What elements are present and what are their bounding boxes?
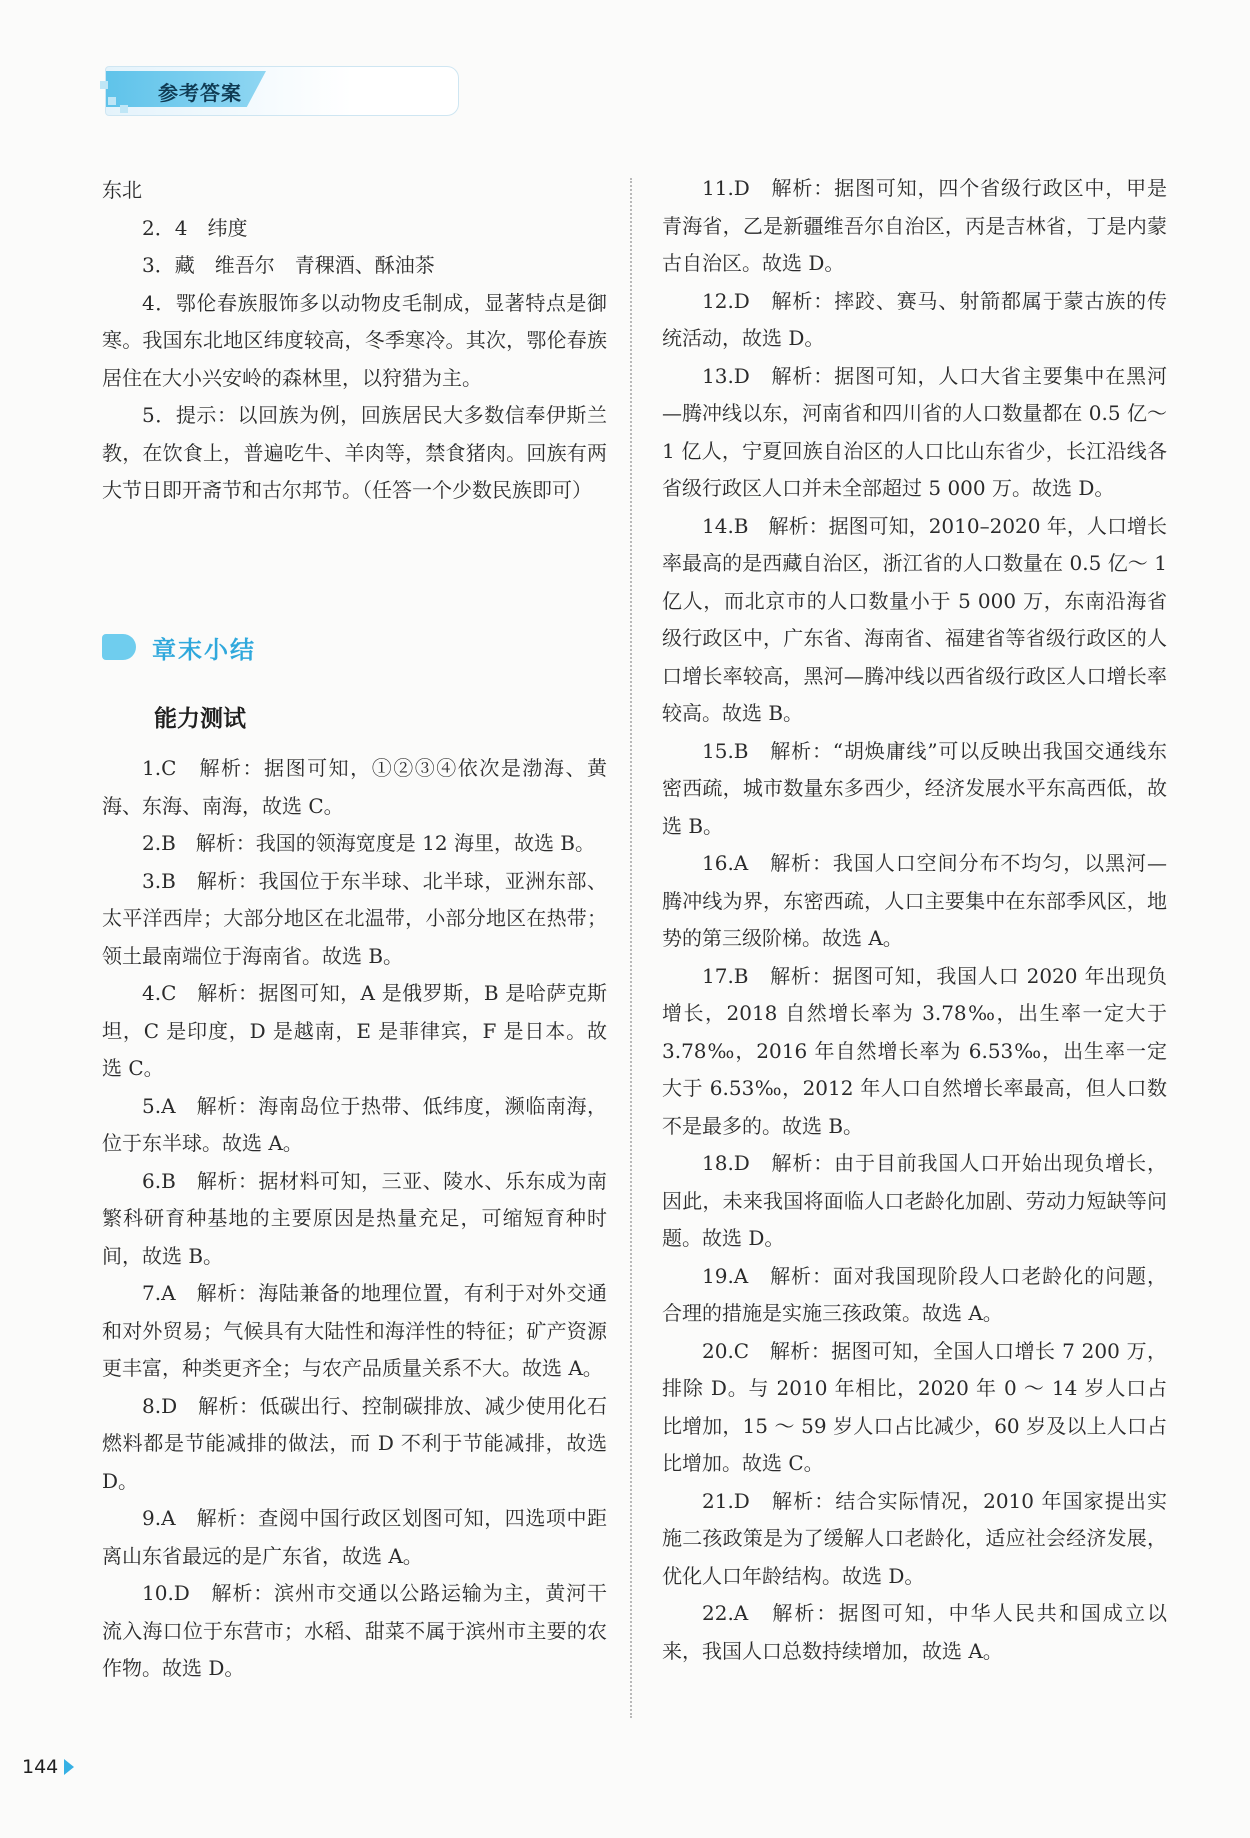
column-divider [630,178,632,1718]
pixel-decoration [120,105,128,113]
section-heading [102,627,256,667]
answer-item: 11.D 解析：据图可知，四个省级行政区中，甲是青海省，乙是新疆维吾尔自治区，丙是吉林省，丁是内蒙古自治区。故选 D。 [662,176,1167,275]
answer-line: 4．鄂伦春族服饰多以动物皮毛制成，显著特点是御寒。我国东北地区纬度较高，冬季寒冷。其次，鄂伦春族居住在大小兴安岭的森林里，以狩猎为主。 [102,290,607,390]
answer-item: 12.D 解析：摔跤、赛马、射箭都属于蒙古族的传统活动，故选 D。 [662,288,1167,350]
answer-item: 21.D 解析：结合实际情况，2010 年国家提出实施二孩政策是为了缓解人口老龄化，适应社会经济发展，优化人口年龄结构。故选 D。 [662,1488,1167,1588]
page-number-text: 144 [22,1756,59,1778]
page-number [22,1756,74,1778]
answer-item: 15.B 解析：“胡焕庸线”可以反映出我国交通线东密西疏，城市数量东多西少，经济发展水平东高西低，故选 B。 [662,738,1167,838]
answer-item: 18.D 解析：由于目前我国人口开始出现负增长，因此，未来我国将面临人口老龄化加剧、劳动力短缺等问题。故选 D。 [662,1151,1167,1250]
answer-item: 1.C 解析：据图可知，①②③④依次是渤海、黄海、东海、南海，故选 C。 [102,756,607,818]
answer-item: 22.A 解析：据图可知，中华人民共和国成立以来，我国人口总数持续增加，故选 A。 [662,1601,1167,1663]
answer-item: 5.A 解析：海南岛位于热带、低纬度，濒临南海，位于东半球。故选 A。 [102,1093,607,1155]
page-arrow-icon [64,1759,74,1775]
answer-line: 5．提示：以回族为例，回族居民大多数信奉伊斯兰教，在饮食上，普遍吃牛、羊肉等，禁食猪肉。回族有两大节日即开斋节和古尔邦节。（任答一个少数民族即可） [102,403,607,502]
answer-item: 9.A 解析：查阅中国行政区划图可知，四选项中距离山东省最远的是广东省，故选 A。 [102,1506,607,1568]
section-title: 章末小结 [152,635,256,664]
answer-item: 6.B 解析：据材料可知，三亚、陵水、乐东成为南繁科研育种基地的主要原因是热量充足，可缩短育种时间，故选 B。 [102,1168,607,1268]
answer-item: 17.B 解析：据图可知，我国人口 2020 年出现负增长，2018 自然增长率为 3.78‰，出生率一定大于 3.78‰，2016 年自然增长率为 6.53‰，出生率一定大于 6.53‰，2012 年人口自然增长率最高，但人口数不是最多的。故选 B。 [662,963,1167,1138]
pixel-decoration [108,97,116,105]
answer-item: 10.D 解析：滨州市交通以公路运输为主，黄河干流入海口位于东营市；水稻、甜菜不属于滨州市主要的农作物。故选 D。 [102,1581,607,1680]
answer-item: 3.B 解析：我国位于东半球、北半球，亚洲东部、太平洋西岸；大部分地区在北温带，小部分地区在热带；领土最南端位于海南省。故选 B。 [102,868,607,968]
answer-item: 13.D 解析：据图可知，人口大省主要集中在黑河—腾冲线以东，河南省和四川省的人口数量都在 0.5 亿～ 1 亿人，宁夏回族自治区的人口比山东省少，长江沿线各省级行政区人口并未全部超过 5 000 万。故选 D。 [662,363,1167,500]
section-arrow-icon [102,634,136,660]
answer-item: 19.A 解析：面对我国现阶段人口老龄化的问题，合理的措施是实施三孩政策。故选 A。 [662,1263,1167,1325]
right-column-answers [662,170,1167,1670]
answer-item: 8.D 解析：低碳出行、控制碳排放、减少使用化石燃料都是节能减排的做法，而 D 不利于节能减排，故选 D。 [102,1393,607,1493]
answer-item: 20.C 解析：据图可知，全国人口增长 7 200 万，排除 D。与 2010 年相比，2020 年 0 ～ 14 岁人口占比增加，15 ～ 59 岁人口占比减少，60 岁及以上人口占比增加。故选 C。 [662,1338,1167,1475]
answer-item: 14.B 解析：据图可知，2010–2020 年，人口增长率最高的是西藏自治区，浙江省的人口数量在 0.5 亿～ 1 亿人，而北京市的人口数量小于 5 000 万，东南沿海省级行政区中，广东省、海南省、福建省等省级行政区的人口增长率较高，黑河—腾冲线以西省级行政区人口增长率较高。故选 B。 [662,513,1167,725]
pixel-decoration [100,81,108,89]
subsection-title: 能力测试 [154,706,246,732]
answer-line: 2．4 纬度 [142,215,248,240]
left-column-top [102,172,607,510]
answer-item: 16.A 解析：我国人口空间分布不均匀，以黑河—腾冲线为界，东密西疏，人口主要集中在东部季风区，地势的第三级阶梯。故选 A。 [662,851,1167,950]
header-title: 参考答案 [158,81,242,105]
answer-item: 2.B 解析：我国的领海宽度是 12 海里，故选 B。 [142,831,595,855]
left-column-answers [102,750,607,1688]
answer-line: 东北 [102,178,142,202]
answer-item: 7.A 解析：海陆兼备的地理位置，有利于对外交通和对外贸易；气候具有大陆性和海洋性的特征；矿产资源更丰富，种类更齐全；与农产品质量关系不大。故选 A。 [102,1281,607,1380]
answer-item: 4.C 解析：据图可知，A 是俄罗斯，B 是哈萨克斯坦，C 是印度，D 是越南，E 是菲律宾，F 是日本。故选 C。 [102,981,607,1080]
answer-line: 3．藏 维吾尔 青稞酒、酥油茶 [142,253,435,277]
answer-header [105,66,459,116]
